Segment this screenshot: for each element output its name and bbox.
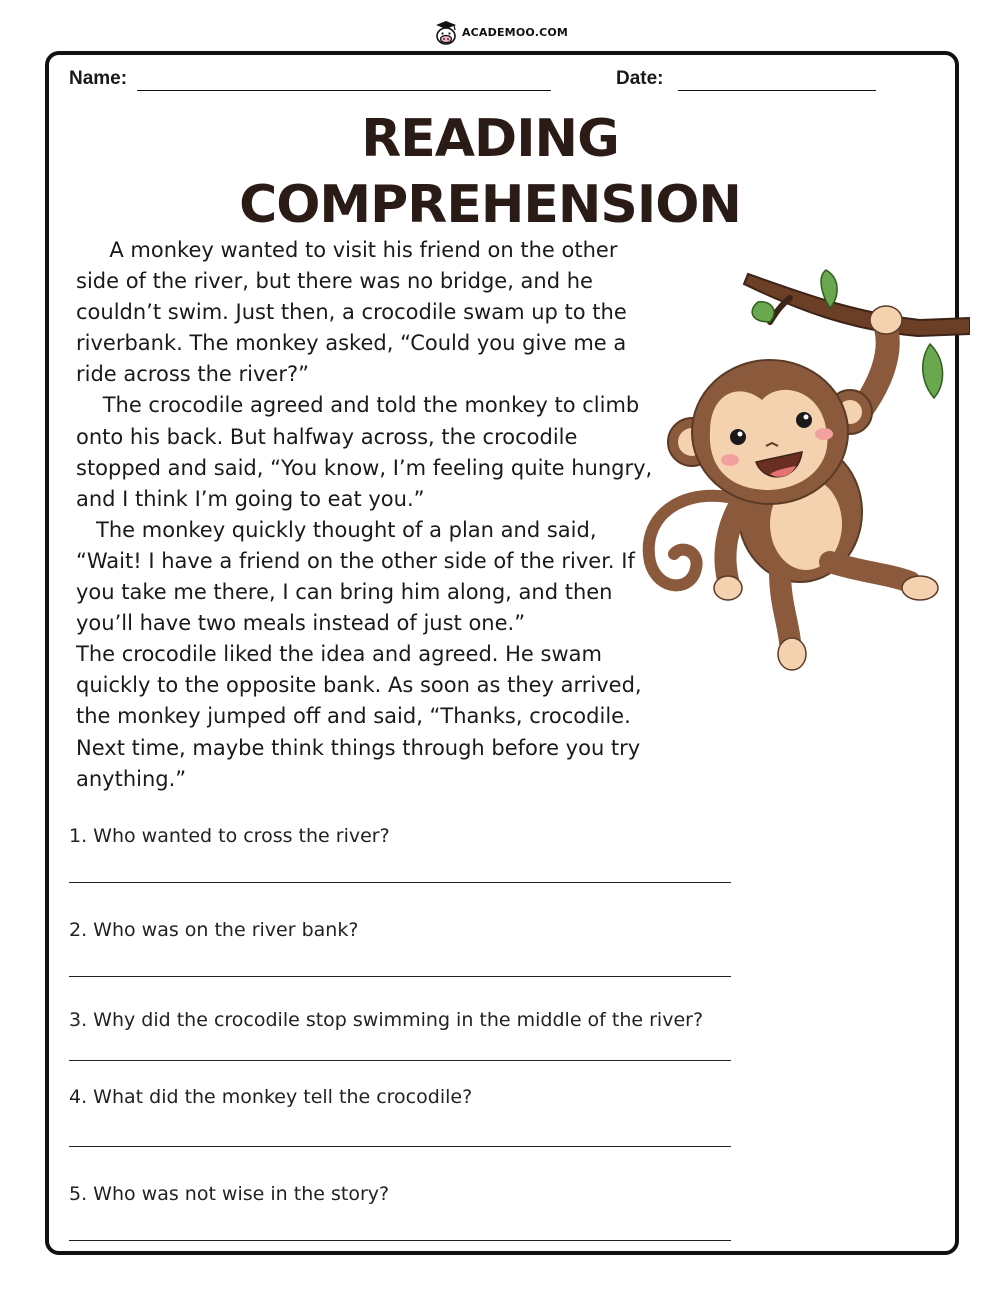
story-line: A monkey wanted to visit his friend on the other <box>76 238 618 262</box>
story-line: the monkey jumped off and said, “Thanks, crocodile. <box>76 704 631 729</box>
question-4: 4. What did the monkey tell the crocodile? <box>69 1086 473 1108</box>
name-label: Name: <box>69 68 128 89</box>
question-1: 1. Who wanted to cross the river? <box>69 825 390 847</box>
name-field <box>69 68 127 90</box>
story-line: The crocodile liked the idea and agreed. He swam <box>76 642 602 667</box>
story-line: you’ll have two meals instead of just one.” <box>76 611 526 636</box>
story-line: Next time, maybe think things through before you try <box>76 735 641 760</box>
date-field <box>616 68 664 90</box>
story-line: stopped and said, “You know, I’m feeling quite hungry, <box>76 455 653 480</box>
question-5: 5. Who was not wise in the story? <box>69 1183 390 1205</box>
story-line: side of the river, but there was no bridge, and he <box>76 269 593 294</box>
answer-line-5[interactable] <box>69 1240 731 1241</box>
story-line: The crocodile agreed and told the monkey to climb <box>76 393 640 418</box>
name-line[interactable] <box>137 90 551 91</box>
story-line: ride across the river?” <box>76 362 309 387</box>
title-line-1: READING <box>361 109 619 169</box>
story-line: you take me there, I can bring him along, and then <box>76 580 613 605</box>
story-line: The monkey quickly thought of a plan and said, <box>76 517 597 542</box>
story-line: riverbank. The monkey asked, “Could you give me a <box>76 331 627 356</box>
question-3: 3. Why did the crocodile stop swimming in the middle of the river? <box>69 1009 704 1031</box>
story-line: onto his back. But halfway across, the crocodile <box>76 424 578 449</box>
date-label: Date: <box>616 68 664 89</box>
answer-line-1[interactable] <box>69 882 731 883</box>
answer-line-3[interactable] <box>69 1060 731 1061</box>
answer-line-4[interactable] <box>69 1146 731 1147</box>
question-2: 2. Who was on the river bank? <box>69 919 359 941</box>
story-line: anything.” <box>76 766 187 791</box>
cow-graduation-icon <box>432 18 460 46</box>
story-passage <box>76 235 656 795</box>
story-line: and I think I’m going to eat you.” <box>76 486 425 511</box>
date-line[interactable] <box>678 90 876 91</box>
logo-text: ACADEMOO.COM <box>461 25 569 39</box>
story-line: couldn’t swim. Just then, a crocodile swam up to the <box>76 300 627 325</box>
monkey-hanging-from-branch <box>630 262 970 682</box>
site-logo <box>0 18 1000 46</box>
story-line: quickly to the opposite bank. As soon as they arrived, <box>76 673 642 698</box>
story-line: “Wait! I have a friend on the other side of the river. If <box>76 548 635 573</box>
title-line-2: COMPREHENSION <box>239 175 741 235</box>
answer-line-2[interactable] <box>69 976 731 977</box>
